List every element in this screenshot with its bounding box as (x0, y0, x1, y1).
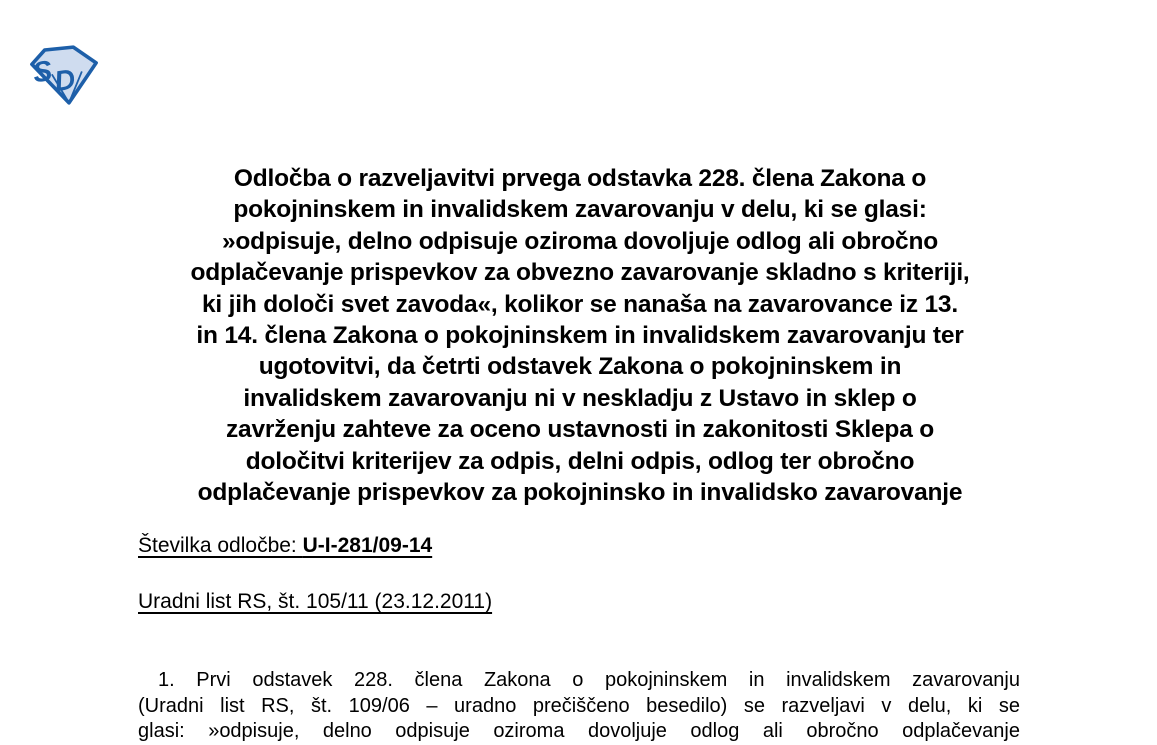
document-title (137, 163, 1023, 508)
title-line: zavrženju zahteve za oceno ustavnosti in zakonitosti Sklepa o (225, 416, 934, 444)
title-line: odplačevanje prispevkov za obvezno zavarovanje skladno s kriteriji, (190, 259, 970, 287)
sd-diamond-logo-icon (28, 45, 100, 105)
decision-number-line (138, 533, 1022, 559)
body-line: glasi: »odpisuje, delno odpisuje oziroma dovoljuje odlog ali obročno odplačevanje (138, 720, 1020, 743)
title-line: invalidskem zavarovanju ni v neskladju z Ustavo in sklep o (243, 384, 917, 412)
title-line: »odpisuje, delno odpisuje oziroma dovoljuje odlog ali obročno (221, 227, 939, 255)
title-line: Odločba o razveljavitvi prvega odstavka 228. člena Zakona o (233, 165, 927, 192)
logo-letter-d: D (52, 63, 78, 99)
decision-number-label: Številka odločbe: (138, 534, 303, 557)
sd-logo (28, 45, 100, 105)
title-line: in 14. člena Zakona o pokojninskem in invalidskem zavarovanju ter (196, 322, 964, 350)
body-line: 1. Prvi odstavek 228. člena Zakona o pokojninskem in invalidskem zavarovanju (158, 669, 1020, 691)
gazette-reference-line (138, 589, 1022, 615)
title-line: ki jih določi svet zavoda«, kolikor se nanaša na zavarovance iz 13. (202, 290, 958, 318)
body-paragraph (138, 668, 1020, 745)
body-line: (Uradni list RS, št. 109/06 – uradno prečiščeno besedilo) se razveljavi v delu, ki se (138, 694, 1020, 717)
title-line: pokojninskem in invalidskem zavarovanju v delu, ki se glasi: (233, 196, 927, 224)
title-line: ugotovitvi, da četrti odstavek Zakona o pokojninskem in (258, 353, 902, 381)
title-line: določitvi kriterijev za odpis, delni odpis, odlog ter obročno (245, 447, 915, 475)
logo-letter-s: S (30, 54, 55, 90)
gazette-reference-text: Uradni list RS, št. 105/11 (23.12.2011) (138, 590, 493, 613)
title-line: odplačevanje prispevkov za pokojninsko in invalidsko zavarovanje (197, 479, 963, 507)
decision-number-value: U-I-281/09-14 (302, 534, 433, 557)
